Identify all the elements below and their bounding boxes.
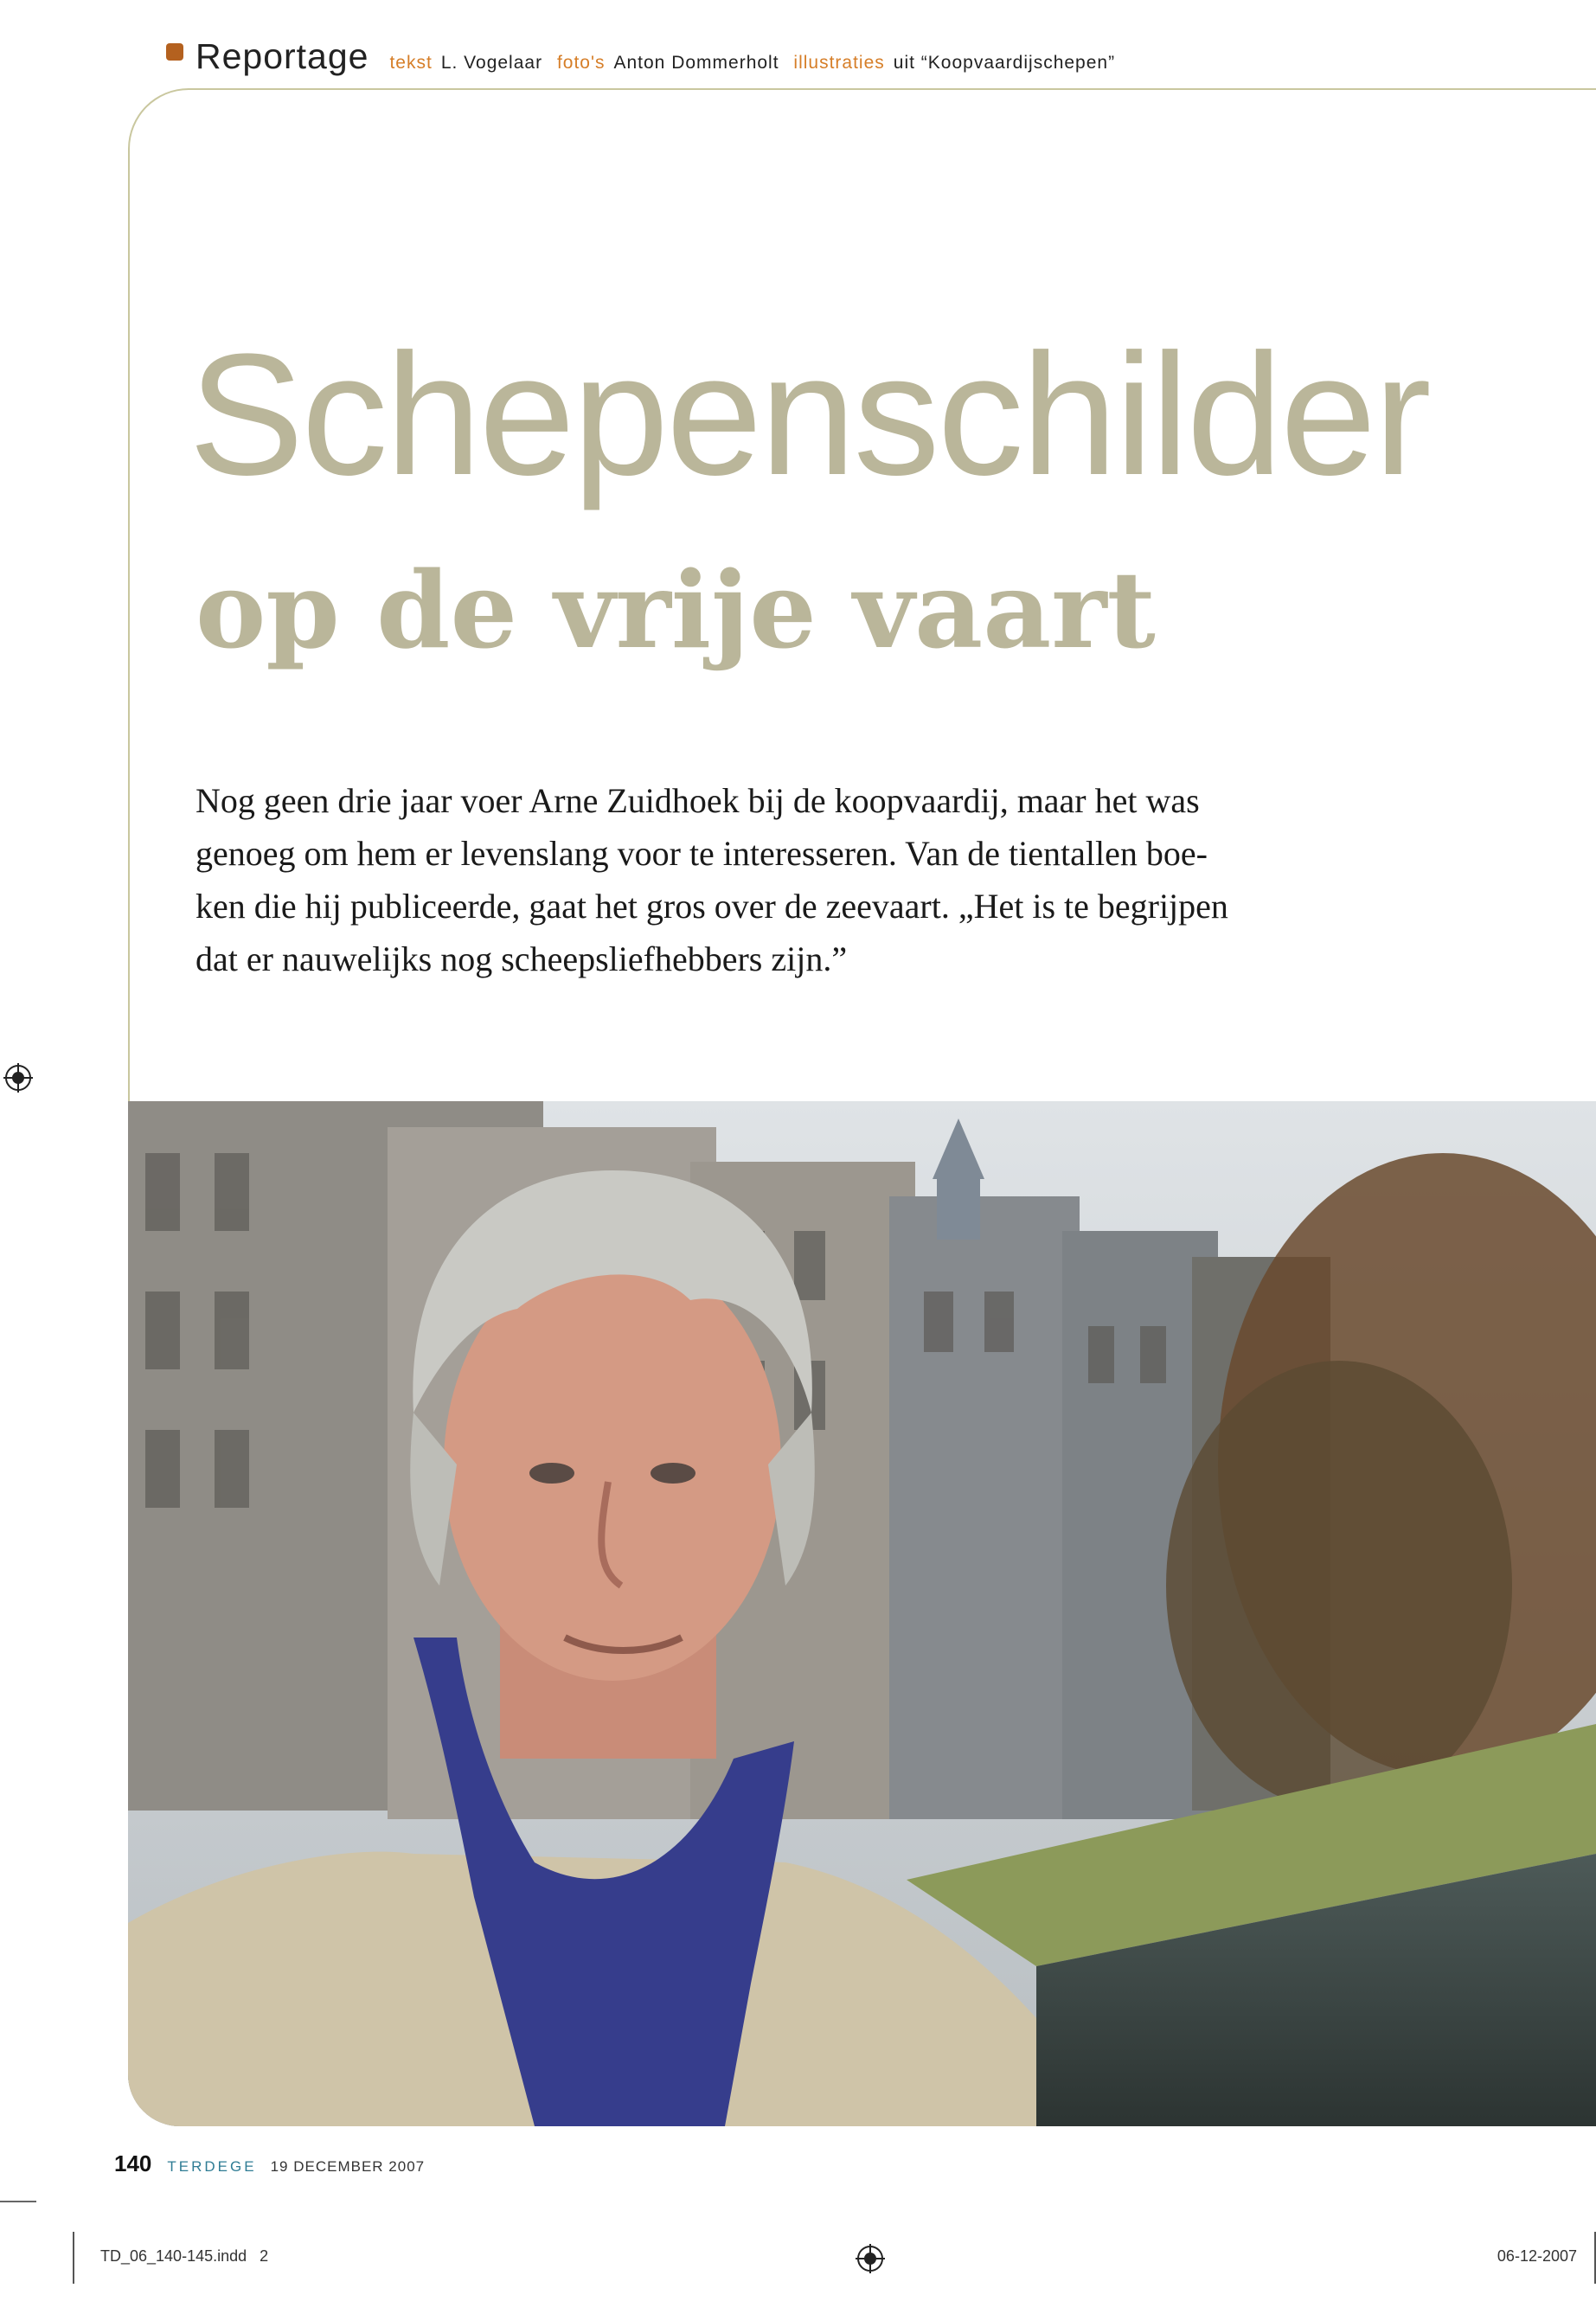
lead-line: dat er nauwelijks nog scheepsliefhebbers zijn.” bbox=[195, 939, 848, 978]
portrait-photo bbox=[128, 1101, 1596, 2126]
lead-paragraph bbox=[195, 774, 1355, 985]
crop-mark bbox=[0, 2201, 36, 2202]
article-subtitle: op de vrije vaart bbox=[195, 548, 1156, 672]
credit-label-illustrations: illustraties bbox=[793, 53, 885, 73]
magazine-name: TERDEGE bbox=[167, 2158, 257, 2175]
frame-border-top bbox=[128, 88, 1596, 157]
article-header bbox=[166, 36, 1124, 80]
issue-date: 19 DECEMBER 2007 bbox=[270, 2158, 426, 2175]
credit-label-photos: foto's bbox=[556, 53, 606, 73]
lead-line: ken die hij publiceerde, gaat het gros over de zeevaart. „Het is te begrijpen bbox=[195, 887, 1228, 926]
portrait-photo-illustration bbox=[128, 1101, 1596, 2126]
section-marker-icon bbox=[166, 43, 183, 61]
lead-line: Nog geen drie jaar voer Arne Zuidhoek bij de koopvaardij, maar het was bbox=[195, 781, 1200, 820]
registration-mark-icon bbox=[856, 2244, 885, 2273]
slug-date: 06-12-2007 bbox=[1497, 2247, 1577, 2265]
credit-name-illustrations: uit “Koopvaardijschepen” bbox=[893, 53, 1116, 73]
credit-name-text: L. Vogelaar bbox=[440, 53, 543, 73]
slug-filename: TD_06_140-145.indd 2 bbox=[100, 2247, 269, 2265]
page-number: 140 bbox=[114, 2150, 152, 2176]
registration-mark-icon bbox=[3, 1063, 33, 1093]
lead-line: genoeg om hem er levenslang voor te interesseren. Van de tientallen boe- bbox=[195, 834, 1208, 873]
credits bbox=[389, 53, 1124, 74]
credit-label-text: tekst bbox=[389, 53, 433, 73]
page-footer bbox=[114, 2150, 425, 2177]
frame-border-left bbox=[128, 156, 130, 1103]
section-label: Reportage bbox=[195, 36, 369, 76]
crop-mark bbox=[73, 2232, 74, 2284]
article-title: Schepenschilder bbox=[189, 318, 1429, 511]
credit-name-photos: Anton Dommerholt bbox=[613, 53, 779, 73]
